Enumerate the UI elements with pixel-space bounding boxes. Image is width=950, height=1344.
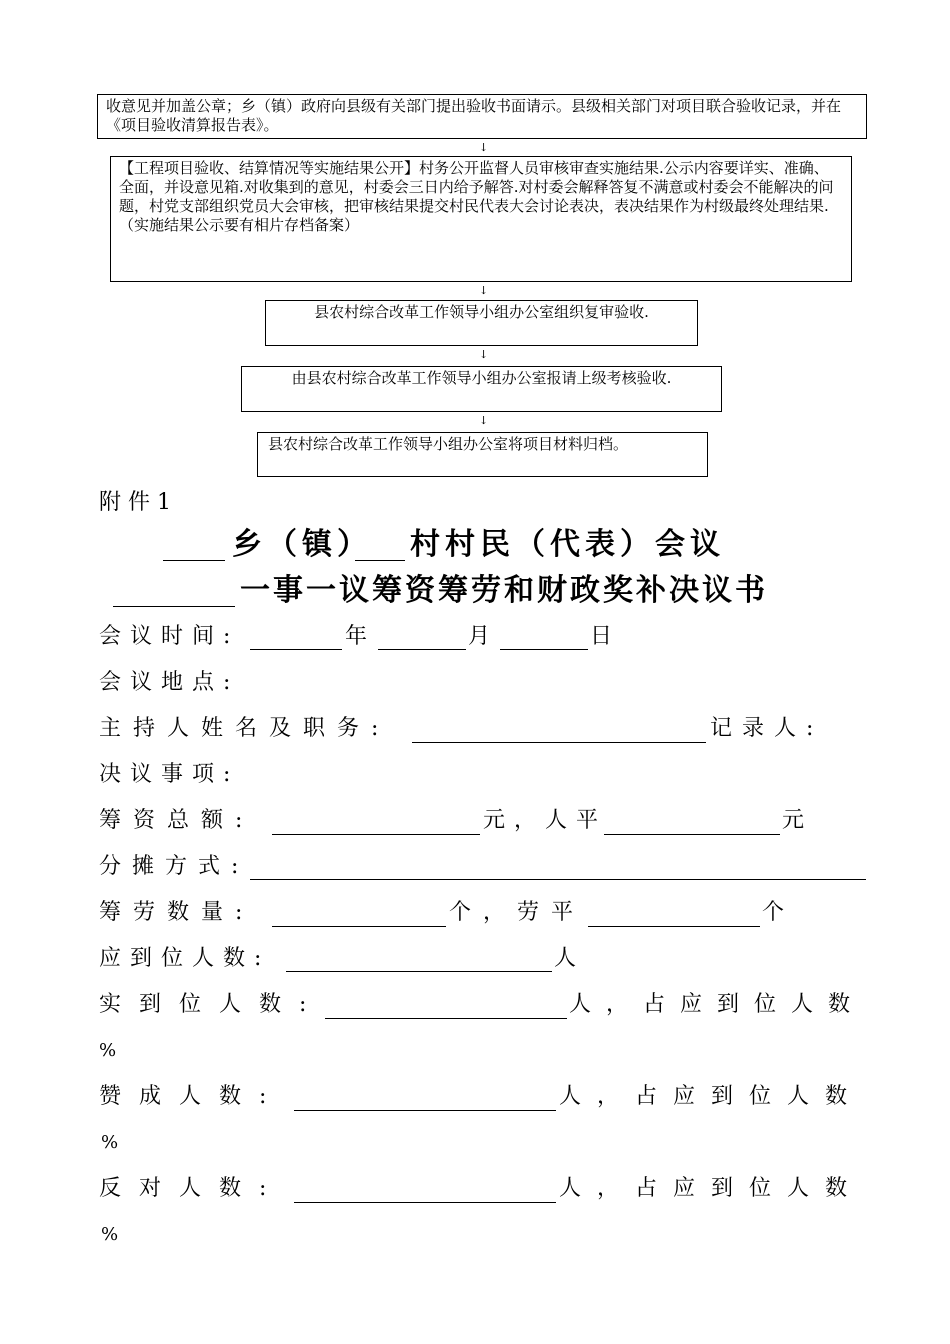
labor-per-capita-label: 个，劳平 <box>449 900 586 925</box>
title-blank-year <box>113 606 235 607</box>
recorder-label: 记录人: <box>710 716 824 741</box>
flow-step-box-4 <box>241 366 722 412</box>
approve-count-percent: % <box>101 1132 128 1153</box>
labor-quantity-label: 筹劳数量: <box>99 900 255 925</box>
meeting-time-label: 会议时间: <box>99 624 240 649</box>
labor-quantity-blank[interactable] <box>272 926 446 927</box>
host-blank[interactable] <box>412 742 706 743</box>
actual-attendance-ratio: 人，占应到位人数 <box>569 992 866 1017</box>
title-township: 乡（镇） <box>232 527 372 562</box>
expected-attendance-blank[interactable] <box>286 971 552 972</box>
flow-step-box-2 <box>110 156 852 282</box>
expected-attendance-unit: 人 <box>554 946 586 971</box>
down-arrow-icon: ↓ <box>479 141 489 154</box>
approve-count-blank[interactable] <box>294 1110 556 1111</box>
title-meeting: 村村民（代表）会议 <box>410 527 725 562</box>
day-label: 日 <box>590 624 622 649</box>
share-method-blank[interactable] <box>250 879 866 880</box>
host-label: 主持人姓名及职务: <box>99 716 391 741</box>
down-arrow-icon: ↓ <box>479 348 489 361</box>
flow-step-text-3: 县农村综合改革工作领导小组办公室组织复审验收. <box>314 303 649 321</box>
labor-unit-label: 个 <box>762 900 794 925</box>
meeting-place-label: 会议地点: <box>99 670 240 695</box>
down-arrow-icon: ↓ <box>479 414 489 427</box>
oppose-count-label: 反对人数: <box>99 1176 285 1201</box>
flow-step-text-5: 县农村综合改革工作领导小组办公室将项目材料归档。 <box>268 435 629 453</box>
attachment-label: 附件1 <box>99 490 178 515</box>
resolution-matter-label: 决议事项: <box>99 762 240 787</box>
flow-step-box-3 <box>265 300 698 346</box>
actual-attendance-blank[interactable] <box>325 1018 567 1019</box>
flow-step-text-1: 收意见并加盖公章；乡（镇）政府向县级有关部门提出验收书面请示。县级相关部门对项目联合验收记录，并在《项目验收清算报告表》。 <box>106 97 842 134</box>
title-blank-village <box>355 560 405 561</box>
flow-step-box-1 <box>97 94 867 139</box>
approve-count-ratio: 人，占应到位人数 <box>559 1084 864 1109</box>
oppose-count-percent: % <box>101 1224 128 1245</box>
year-label: 年 <box>345 624 377 649</box>
oppose-count-ratio: 人，占应到位人数 <box>559 1176 864 1201</box>
oppose-count-blank[interactable] <box>294 1202 556 1203</box>
actual-attendance-label: 实到位人数: <box>99 992 325 1017</box>
fund-total-blank[interactable] <box>272 834 480 835</box>
title-blank-township <box>163 560 225 561</box>
day-blank[interactable] <box>500 649 588 650</box>
fund-per-capita-label: 元，人平 <box>483 808 608 833</box>
flow-step-box-5 <box>257 432 708 477</box>
title-resolution: 一事一议筹资筹劳和财政奖补决议书 <box>240 573 768 608</box>
flow-step-text-2: 【工程项目验收、结算情况等实施结果公开】村务公开监督人员审核审查实施结果.公示内容要详实、准确、全面，并设意见箱.对收集到的意见，村委会三日内给予解答.对村委会解释答复不满意或村委会不能解决的问题，村党支部组织党员大会审核，把审核结果提交村民代表大会讨论表决，表决结果作为村级最终处理结果.（实施结果公示要有相片存档备案） <box>119 159 834 234</box>
fund-total-label: 筹资总额: <box>99 808 255 833</box>
share-method-label: 分摊方式: <box>99 854 250 879</box>
down-arrow-icon: ↓ <box>479 284 489 297</box>
month-label: 月 <box>468 624 500 649</box>
labor-per-capita-blank[interactable] <box>588 926 760 927</box>
actual-attendance-percent: % <box>99 1040 126 1061</box>
month-blank[interactable] <box>378 649 466 650</box>
approve-count-label: 赞成人数: <box>99 1084 285 1109</box>
fund-unit-label: 元 <box>782 808 814 833</box>
flow-step-text-4: 由县农村综合改革工作领导小组办公室报请上级考核验收. <box>291 369 672 387</box>
year-blank[interactable] <box>250 649 342 650</box>
expected-attendance-label: 应到位人数: <box>99 946 271 971</box>
fund-per-capita-blank[interactable] <box>604 834 780 835</box>
